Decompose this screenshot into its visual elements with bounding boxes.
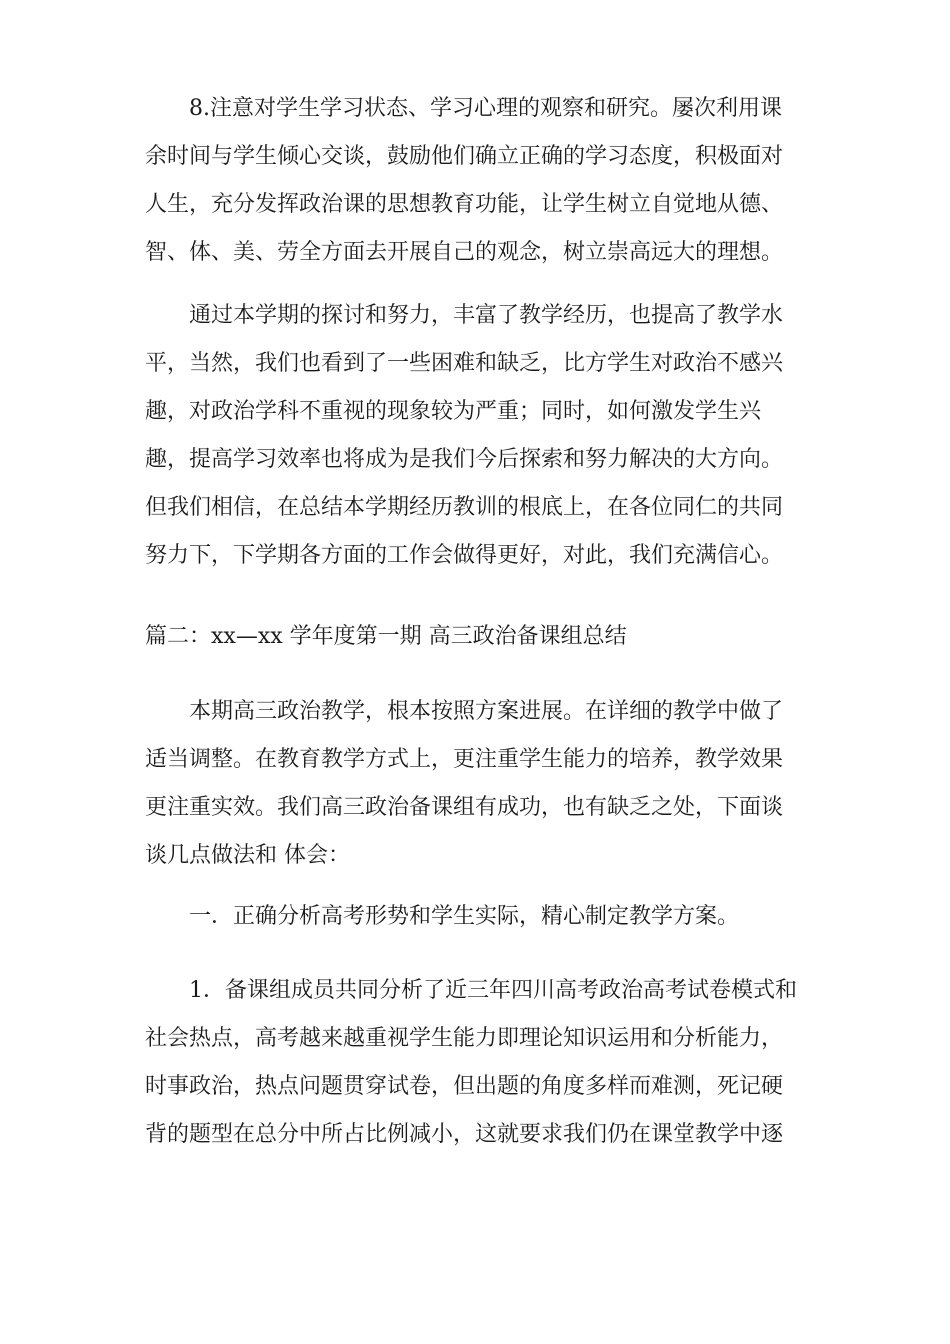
paragraph-line: 更注重实效。我们高三政治备课组有成功，也有缺乏之处，下面谈 xyxy=(145,795,784,820)
paragraph-line: 1．备课组成员共同分析了近三年四川高考政治高考试卷模式和 xyxy=(189,978,797,1003)
paragraph-line: 适当调整。在教育教学方式上，更注重学生能力的培养，教学效果 xyxy=(145,747,784,772)
paragraph-term-overview xyxy=(145,688,815,880)
paragraph-line: 通过本学期的探讨和努力，丰富了教学经历，也提高了教学水 xyxy=(189,303,784,328)
paragraph-line: 社会热点，高考越来越重视学生能力即理论知识运用和分析能力， xyxy=(145,1026,784,1051)
paragraph-line: 时事政治，热点问题贯穿试卷，但出题的角度多样而难测，死记硬 xyxy=(145,1074,784,1099)
paragraph-line: 背的题型在总分中所占比例减小，这就要求我们仍在课堂教学中逐 xyxy=(145,1122,784,1147)
section-heading xyxy=(145,613,815,661)
paragraph-line: 本期高三政治教学，根本按照方案进展。在详细的教学中做了 xyxy=(189,699,784,724)
paragraph-line: 智、体、美、劳全方面去开展自己的观念，树立崇高远大的理想。 xyxy=(145,240,784,265)
paragraph-line: 但我们相信，在总结本学期经历教训的根底上，在各位同仁的共同 xyxy=(145,495,784,520)
subsection-title: 一．正确分析高考形势和学生实际，精心制定教学方案。 xyxy=(189,904,740,929)
paragraph-semester-summary xyxy=(145,292,815,580)
section-title: 篇二：xx—xx 学年度第一期 高三政治备课组总结 xyxy=(145,624,627,649)
paragraph-line: 8.注意对学生学习状态、学习心理的观察和研究。屡次利用课 xyxy=(189,96,782,121)
paragraph-study-observation xyxy=(145,85,815,277)
paragraph-line: 余时间与学生倾心交谈，鼓励他们确立正确的学习态度，积极面对 xyxy=(145,144,784,169)
paragraph-line: 努力下，下学期各方面的工作会做得更好，对此，我们充满信心。 xyxy=(145,543,784,568)
paragraph-line: 人生，充分发挥政治课的思想教育功能，让学生树立自觉地从德、 xyxy=(145,192,784,217)
paragraph-point-1 xyxy=(145,967,815,1159)
paragraph-line: 趣，提高学习效率也将成为是我们今后探索和努力解决的大方向。 xyxy=(145,447,784,472)
paragraph-line: 趣，对政治学科不重视的现象较为严重；同时，如何激发学生兴 xyxy=(145,399,762,424)
paragraph-line: 谈几点做法和 体会： xyxy=(145,843,350,868)
subsection-heading xyxy=(145,893,815,941)
paragraph-line: 平，当然，我们也看到了一些困难和缺乏，比方学生对政治不感兴 xyxy=(145,351,784,376)
